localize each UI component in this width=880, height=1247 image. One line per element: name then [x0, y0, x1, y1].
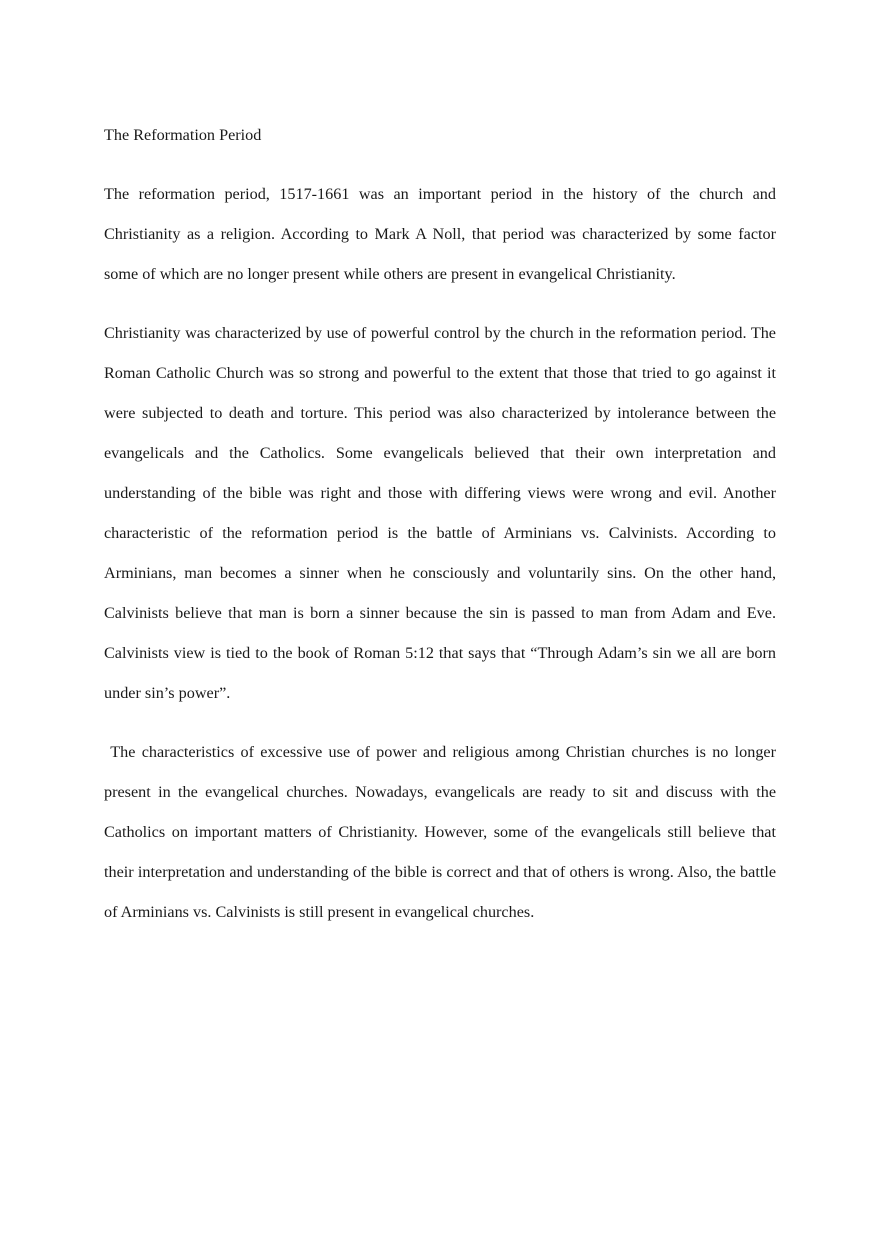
document-page [104, 122, 776, 951]
paragraph-intro: The reformation period, 1517-1661 was an important period in the history of the church and Christianity as a religion. According to Mark A Noll, that period was characterized by some factor some of which are no longer present while others are present in evangelical Christianity. [104, 185, 776, 283]
paragraph-present-day: The characteristics of excessive use of power and religious among Christian churches is no longer present in the evangelical churches. Nowadays, evangelicals are ready to sit and discuss with the Catholics on important matters of Christianity. However, some of the evangelicals still believe that their interpretation and understanding of the bible is correct and that of others is wrong. Also, the battle of Arminians vs. Calvinists is still present in evangelical churches. [104, 743, 776, 921]
document-title: The Reformation Period [104, 126, 262, 144]
paragraph-characteristics: Christianity was characterized by use of powerful control by the church in the reformation period. The Roman Catholic Church was so strong and powerful to the extent that those that tried to go against it were subjected to death and torture. This period was also characterized by intolerance between the evangelicals and the Catholics. Some evangelicals believed that their own interpretation and understanding of the bible was right and those with differing views were wrong and evil. Another characteristic of the reformation period is the battle of Arminians vs. Calvinists. According to Arminians, man becomes a sinner when he consciously and voluntarily sins. On the other hand, Calvinists believe that man is born a sinner because the sin is passed to man from Adam and Eve. Calvinists view is tied to the book of Roman 5:12 that says that “Through Adam’s sin we all are born under sin’s power”. [104, 324, 776, 702]
